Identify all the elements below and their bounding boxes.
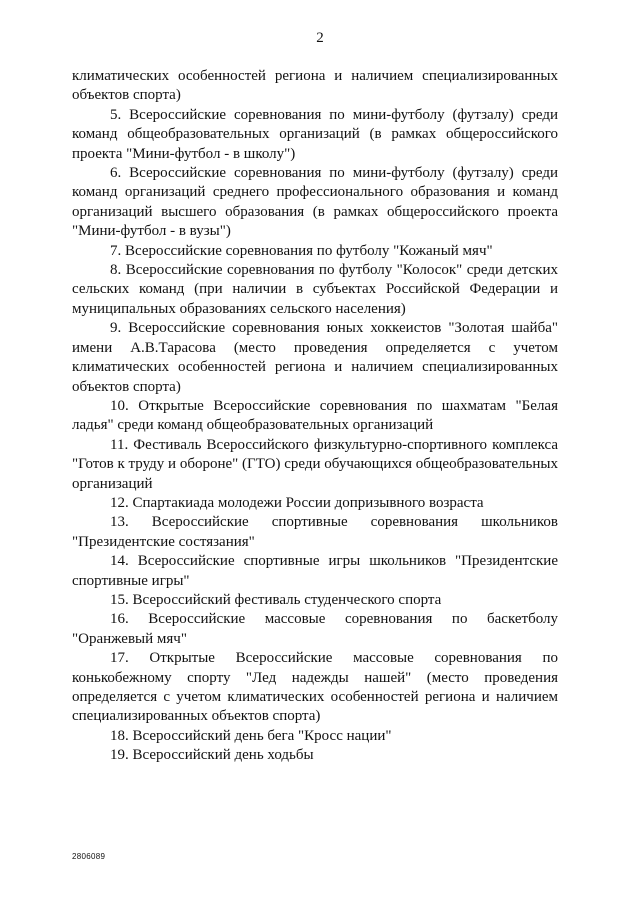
list-item-9: 9. Всероссийские соревнования юных хоккеистов "Золотая шайба" имени А.В.Тарасова (место проведения определяется с учетом климатических особенностей региона и наличием специализированных объектов спорта) [72, 320, 558, 395]
list-item-8: 8. Всероссийские соревнования по футболу "Колосок" среди детских сельских команд (при наличии в субъектах Российской Федерации и муниципальных образованиях сельского населения) [72, 262, 558, 317]
list-item-17: 17. Открытые Всероссийские массовые соревнования по конькобежному спорту "Лед надежды нашей" (место проведения определяется с учетом климатических особенностей региона и наличием специализированных объектов спорта) [72, 650, 558, 725]
list-item-6: 6. Всероссийские соревнования по мини-футболу (футзалу) среди команд организаций среднего профессионального образования и команд организаций высшего образования (в рамках общероссийского проекта "Мини-футбол - в вузы") [72, 165, 558, 240]
list-item-5: 5. Всероссийские соревнования по мини-футболу (футзалу) среди команд общеобразовательных организаций (в рамках общероссийского проекта "Мини-футбол - в школу") [72, 106, 558, 162]
list-item-14: 14. Всероссийские спортивные игры школьников "Президентские спортивные игры" [72, 553, 558, 589]
list-item-15: 15. Всероссийский фестиваль студенческого спорта [110, 591, 442, 608]
document-code: 2806089 [72, 852, 106, 861]
page-number: 2 [316, 30, 324, 46]
list-item-19: 19. Всероссийский день ходьбы [110, 747, 314, 764]
list-item-13: 13. Всероссийские спортивные соревнования школьников "Президентские состязания" [72, 514, 558, 550]
list-item-7: 7. Всероссийские соревнования по футболу "Кожаный мяч" [110, 242, 493, 259]
list-item-10: 10. Открытые Всероссийские соревнования по шахматам "Белая ладья" среди команд общеобразовательных организаций [72, 397, 558, 434]
list-item-12: 12. Спартакиада молодежи России допризывного возраста [110, 494, 484, 511]
paragraph-continuation: климатических особенностей региона и наличием специализированных объектов спорта) [72, 68, 558, 104]
list-item-18: 18. Всероссийский день бега "Кросс нации" [110, 727, 392, 744]
list-item-16: 16. Всероссийские массовые соревнования по баскетболу "Оранжевый мяч" [72, 611, 558, 647]
document-body [72, 67, 558, 766]
list-item-11: 11. Фестиваль Всероссийского физкультурно-спортивного комплекса "Готов к труду и обороне" (ГТО) среди обучающихся общеобразовательных организаций [72, 436, 558, 492]
